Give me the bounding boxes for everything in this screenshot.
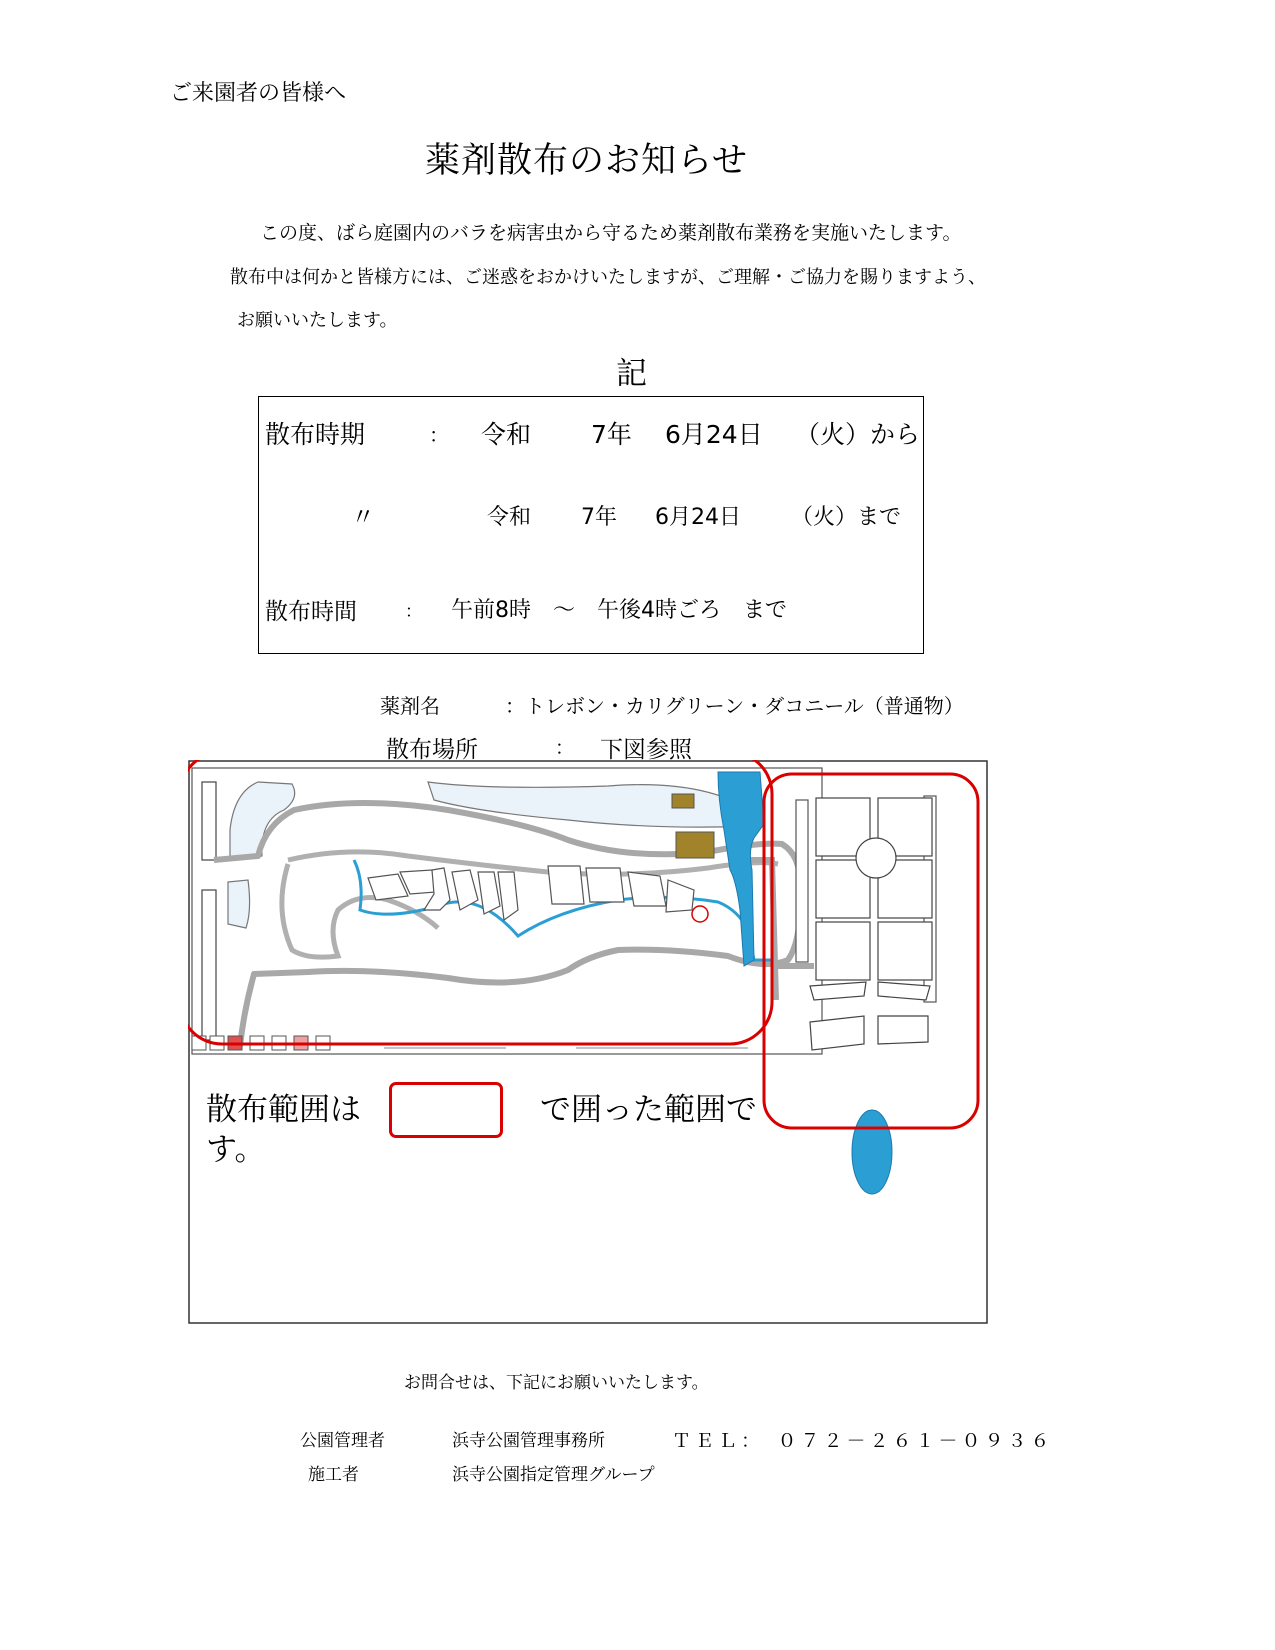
lower-plots	[810, 982, 930, 1050]
location-colon: ：	[555, 737, 575, 759]
left-bed-top	[202, 782, 216, 860]
range-sample-box	[389, 1082, 503, 1138]
end-suffix: （火）まで	[791, 505, 902, 530]
range-note-before: 散布範囲は	[206, 1092, 361, 1128]
period-colon: ：	[429, 423, 449, 447]
lawn-left-mid	[228, 880, 250, 928]
end-date: 6月24日	[655, 505, 741, 530]
contractor-org: 浜寺公園指定管理グループ	[452, 1465, 655, 1485]
manager-label: 公園管理者	[300, 1431, 385, 1451]
building-large	[676, 832, 714, 858]
contractor-label: 施工者	[308, 1465, 359, 1485]
start-year: 7年	[591, 420, 632, 449]
chemical-label: 薬剤名	[380, 694, 440, 718]
time-label: 散布時間	[265, 599, 357, 625]
intro-line-1: この度、ばら庭園内のバラを病害虫から守るため薬剤散布業務を実施いたします。	[260, 222, 962, 244]
intro-line-2: 散布中は何かと皆様方には、ご迷惑をおかけいたしますが、ご理解・ご協力を賜りますよう、	[230, 267, 986, 288]
pond-right-edge	[718, 772, 764, 966]
schedule-box	[258, 396, 924, 654]
chemical-value: ：トレボン・カリグリーン・ダコニール（普通物）	[505, 694, 964, 718]
greeting: ご来園者の皆様へ	[170, 81, 347, 106]
ki-heading: 記	[616, 356, 647, 392]
page-title: 薬剤散布のお知らせ	[425, 141, 748, 181]
end-era: 令和	[487, 505, 532, 530]
center-circle	[856, 838, 896, 878]
start-suffix: （火）から	[795, 420, 921, 449]
location-value: 下図参照	[600, 737, 692, 763]
contact-note: お問合せは、下記にお願いいたします。	[404, 1373, 709, 1393]
manager-org: 浜寺公園管理事務所	[452, 1431, 605, 1451]
plot-grid	[816, 798, 932, 980]
lawn-top-center	[428, 782, 760, 827]
range-note-after: で囲った範囲で	[540, 1092, 757, 1128]
left-bed-bottom	[202, 890, 216, 1040]
oval-pond	[852, 1110, 892, 1194]
end-year: 7年	[581, 505, 617, 530]
time-colon: ：	[405, 602, 422, 622]
period-label: 散布時期	[265, 420, 366, 449]
location-label: 散布場所	[386, 737, 478, 763]
time-value: 午前8時 ～ 午後4時ごろ まで	[451, 598, 787, 623]
garden-map	[188, 760, 1024, 1330]
start-date: 6月24日	[665, 420, 763, 449]
right-bed-left	[796, 800, 808, 962]
marker-circle	[692, 906, 708, 922]
intro-line-3: お願いいたします。	[237, 310, 398, 331]
start-era: 令和	[481, 420, 532, 449]
building-small	[672, 794, 694, 808]
ditto-mark: 〃	[351, 503, 375, 531]
phone-number: ＴＥＬ： ０７２－２６１－０９３６	[672, 1430, 1054, 1452]
range-note-line2: す。	[206, 1132, 266, 1168]
